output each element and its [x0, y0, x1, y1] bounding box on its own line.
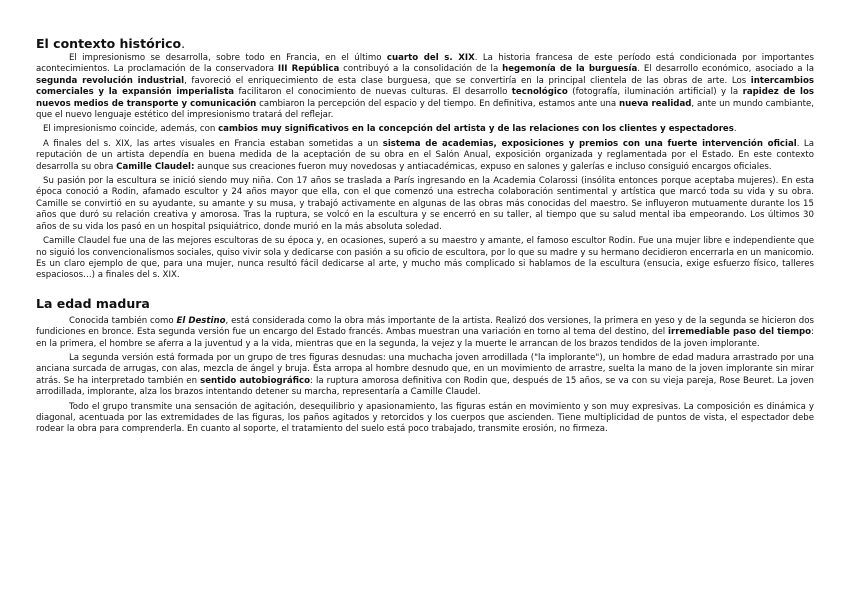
text-run: La segunda versión está formada por un grupo de tres figuras desnudas: una muchacha joven arrodillada ("la implorante"), un hombre de edad madura arrastrado por una anciana surcada de arrugas, con alas, mezcla de ángel y bruja. Ésta arropa al hombre desnudo que, en un movimiento de arrastre, suelta la mano de la joven implorante sin mirar atrás. Se ha interpretado también en: [36, 352, 814, 386]
text-run: facilitaron el conocimiento de nuevas culturas. El desarrollo: [234, 87, 512, 98]
bold-run: sistema de academias, exposiciones y premios con una fuerte intervención oficial: [382, 138, 797, 149]
text-run: . La reputación de un artista dependía en buena medida de la aceptación de su obra en el Salón Anual, exposición organizada y reglamentada por el Estado. En este contexto desarrolla su obra: [36, 138, 814, 172]
bold-run: nueva realidad: [619, 98, 692, 109]
bold-run: irremediable paso del tiempo: [668, 327, 812, 338]
section-title-edad-madura: La edad madura: [36, 295, 150, 311]
text-run: Conocida también como: [69, 315, 177, 326]
text-run: , ante un mundo cambiante, que el nuevo lenguaje estético del impresionismo tratará del reflejar.: [36, 98, 814, 121]
document-body: [36, 36, 814, 436]
bold-run: Camille Claudel:: [116, 161, 195, 172]
text-run: , favoreció el enriquecimiento de esta clase burguesa, que se convertiría en la principal clientela de las obras de arte. Los: [184, 75, 751, 86]
bold-run: rapidez de los nuevos medios de transporte y comunicación: [36, 87, 814, 109]
text-run: . El desarrollo económico, asociado a la: [637, 64, 814, 75]
bold-run: cuarto del s. XIX: [386, 53, 475, 63]
bold-run: III República: [277, 64, 340, 75]
text-run: : la ruptura amorosa definitiva con Rodin que, después de 15 años, se va con su vieja pareja, Rose Beuret. La joven arrodillada, implorante, alza los brazos intentando detener su marcha, representaría a Camille Claudel.: [36, 375, 814, 398]
text-run: A finales del s. XIX, las artes visuales en Francia estaban sometidas a un: [43, 138, 383, 149]
bold-run: hegemonía de la burguesía: [502, 64, 638, 75]
text-run: cambiaron la percepción del espacio y del tiempo. En definitiva, estamos ante una: [256, 98, 619, 109]
section-title-text: El contexto histórico: [36, 36, 182, 51]
text-run: aunque sus creaciones fueron muy novedosas y antiacadémicas, expuso en salones y galerías e incluso consiguió encargos oficiales.: [194, 161, 772, 172]
paragraph-edad-1: [36, 316, 814, 350]
text-run: contribuyó a la consolidación de la: [339, 64, 503, 75]
text-run: El impresionismo se desarrolla, sobre todo en Francia, en el último: [69, 53, 387, 63]
text-run: . La historia francesa de este período está condicionada por importantes acontecimientos. La proclamación de la conservadora: [36, 53, 815, 75]
paragraph-contexto-3: [36, 139, 814, 173]
paragraph-contexto-2: [36, 124, 814, 135]
text-run: : en la primera, el hombre se aferra a la juventud y a la vida, mientras que en la segunda, la vejez y la muerte le arrancan de los brazos tendidos de la joven implorante.: [36, 327, 814, 349]
text-run: (fotografía, iluminación artificial) y la: [567, 87, 743, 98]
paragraph-contexto-5: Camille Claudel fue una de las mejores escultoras de su época y, en ocasiones, superó a su maestro y amante, el famoso escultor Rodin. Fue una mujer libre e independiente que no siguió los convencionalismos sociales, quiso vivir sola y dedicarse con pasión a su oficio de escultora, por lo que su madre y su hermano decidieron encerrarla en un manicomio. Es un claro ejemplo de que, para una mujer, nunca resultó fácil dedicarse al arte, y mucho más complicado si hablamos de la escultura (ensucia, exige esfuerzo físico, talleres espaciosos…) a finales del s. XIX.: [36, 236, 814, 281]
text-run: .: [733, 124, 737, 135]
bold-italic-run: El Destino: [176, 315, 226, 326]
bold-run: tecnológico: [511, 87, 568, 98]
bold-run: segunda revolución industrial: [36, 75, 185, 86]
bold-run: cambios muy significativos en la concepción del artista y de las relaciones con los clientes y espectadores: [218, 124, 734, 135]
section-title-contexto: [36, 36, 814, 51]
paragraph-contexto-1: [36, 53, 814, 121]
text-run: , está considerada como la obra más importante de la artista. Realizó dos versiones, la primera en yeso y de la segunda se hicieron dos fundiciones en bronce. Esta segunda versión fue un encargo del Estado francés. Ambas muestran una variación en torno al tema del destino, del: [36, 315, 815, 338]
bold-run: sentido autobiográfico: [200, 375, 311, 386]
section-title-dot: .: [181, 36, 186, 51]
paragraph-contexto-4: Su pasión por la escultura se inició siendo muy niña. Con 17 años se traslada a París ingresando en la Academia Colarossi (insólita entonces porque aceptaba mujeres). En esta época conoció a Rodin, afamado escultor y 24 años mayor que ella, con el que comenzó una estrecha colaboración sentimental y artística que marcó toda su vida y su obra. Camille se convirtió en su ayudante, su amante y su musa, y trabajó activamente en algunas de las obras más conocidas del maestro. Se influyeron mutuamente durante los 15 años que duró su relación creativa y amorosa. Tras la ruptura, se volcó en la escultura y se encerró en su taller, al tiempo que su salud mental iba empeorando. Los últimos 30 años de su vida los pasó en un hospital psiquiátrico, donde murió en la más absoluta soledad.: [36, 176, 814, 232]
bold-run: intercambios comerciales y la expansión imperialista: [36, 75, 814, 98]
paragraph-edad-2: [36, 353, 814, 399]
text-run: El impresionismo coincide, además, con: [43, 124, 219, 135]
paragraph-edad-3: Todo el grupo transmite una sensación de agitación, desequilibrio y apasionamiento, las figuras están en movimiento y son muy expresivas. La composición es dinámica y diagonal, acentuada por las extremidades de las figuras, los paños agitados y retorcidos y los cuerpos que ascienden. Tiene multiplicidad de puntos de vista, el espectador debe rodear la obra para comprenderla. En cuanto al soporte, el tratamiento del suelo está poco trabajado, transmite erosión, no firmeza.: [36, 401, 814, 435]
